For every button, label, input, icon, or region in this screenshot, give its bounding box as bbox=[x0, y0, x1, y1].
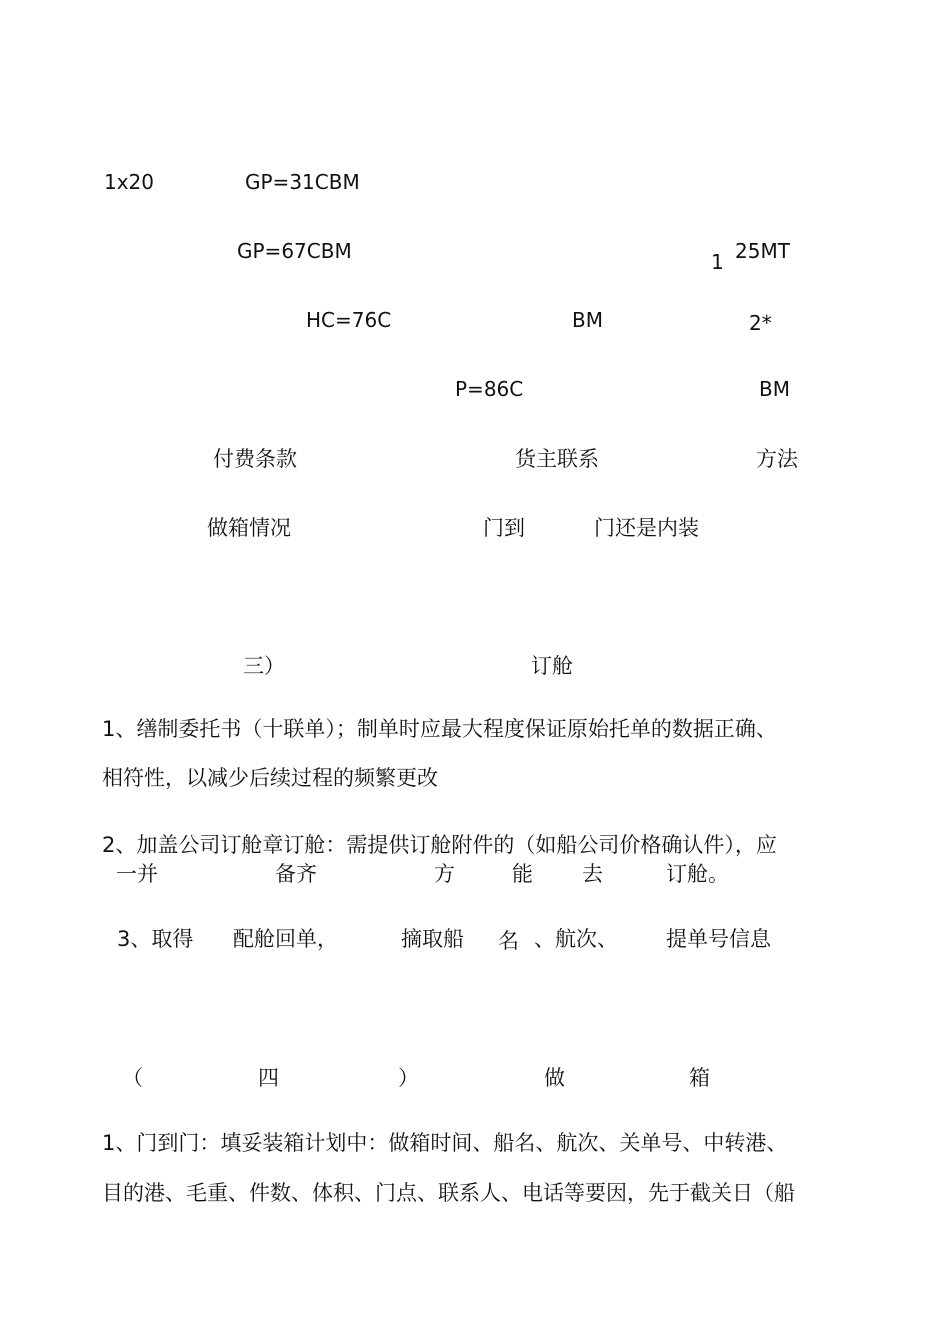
booking-step-3-word: 提单号信息 bbox=[666, 927, 771, 951]
booking-step-3-word: 名 bbox=[498, 929, 519, 953]
spec-p-volume: P=86C bbox=[455, 377, 524, 401]
spec-hc-volume: HC=76C bbox=[306, 308, 392, 332]
section-four-heading-char: ） bbox=[398, 1066, 419, 1090]
section-four-heading-char: 箱 bbox=[689, 1066, 710, 1090]
booking-step-1-line-2: 相符性，以减少后续过程的频繁更改 bbox=[102, 766, 438, 790]
booking-step-2-word: 去 bbox=[582, 862, 603, 886]
booking-step-2-word: 一并 bbox=[116, 862, 158, 886]
section-four-heading-char: 四 bbox=[258, 1066, 279, 1090]
spec-container-count: 1x20 bbox=[104, 170, 155, 194]
door-or-internal-label: 门还是内装 bbox=[594, 516, 699, 540]
spec-hc-unit: BM bbox=[572, 308, 603, 332]
booking-step-3-word: 配舱回单， bbox=[233, 927, 338, 951]
payment-terms-label: 付费条款 bbox=[213, 447, 297, 471]
booking-step-2-line-1: 2、加盖公司订舱章订舱：需提供订舱附件的（如船公司价格确认件），应 bbox=[102, 833, 777, 857]
section-four-heading-char: （ bbox=[122, 1066, 143, 1090]
stuffing-step-1-line-1: 1、门到门：填妥装箱计划中：做箱时间、船名、航次、关单号、中转港、 bbox=[102, 1131, 788, 1155]
booking-step-3-word: 3、取得 bbox=[117, 927, 194, 951]
booking-step-3-word: 摘取船 bbox=[401, 927, 464, 951]
spec-p-unit: BM bbox=[759, 377, 790, 401]
section-three-title: 订舱 bbox=[531, 654, 573, 678]
stuffing-step-1-line-2: 目的港、毛重、件数、体积、门点、联系人、电话等要因，先于截关日（船 bbox=[102, 1181, 795, 1205]
spec-multiplier: 2* bbox=[749, 311, 772, 335]
booking-step-2-word: 能 bbox=[512, 862, 533, 886]
spec-digit-one: 1 bbox=[711, 250, 724, 274]
spec-gp-40-volume: GP=67CBM bbox=[237, 239, 352, 263]
shipper-contact-label: 货主联系 bbox=[515, 447, 599, 471]
spec-gp-20-volume: GP=31CBM bbox=[245, 170, 360, 194]
section-three-number: 三） bbox=[243, 654, 285, 678]
booking-step-2-word: 方 bbox=[434, 862, 455, 886]
booking-step-2-word: 备齐 bbox=[275, 862, 317, 886]
booking-step-2-word: 订舱。 bbox=[666, 862, 729, 886]
stuffing-status-label: 做箱情况 bbox=[207, 516, 291, 540]
method-label: 方法 bbox=[756, 447, 798, 471]
booking-step-3-word: 、航次、 bbox=[534, 927, 618, 951]
spec-weight: 25MT bbox=[735, 239, 790, 263]
section-four-heading-char: 做 bbox=[544, 1066, 565, 1090]
booking-step-1-line-1: 1、缮制委托书（十联单）；制单时应最大程度保证原始托单的数据正确、 bbox=[102, 717, 777, 741]
door-to-label: 门到 bbox=[483, 516, 525, 540]
